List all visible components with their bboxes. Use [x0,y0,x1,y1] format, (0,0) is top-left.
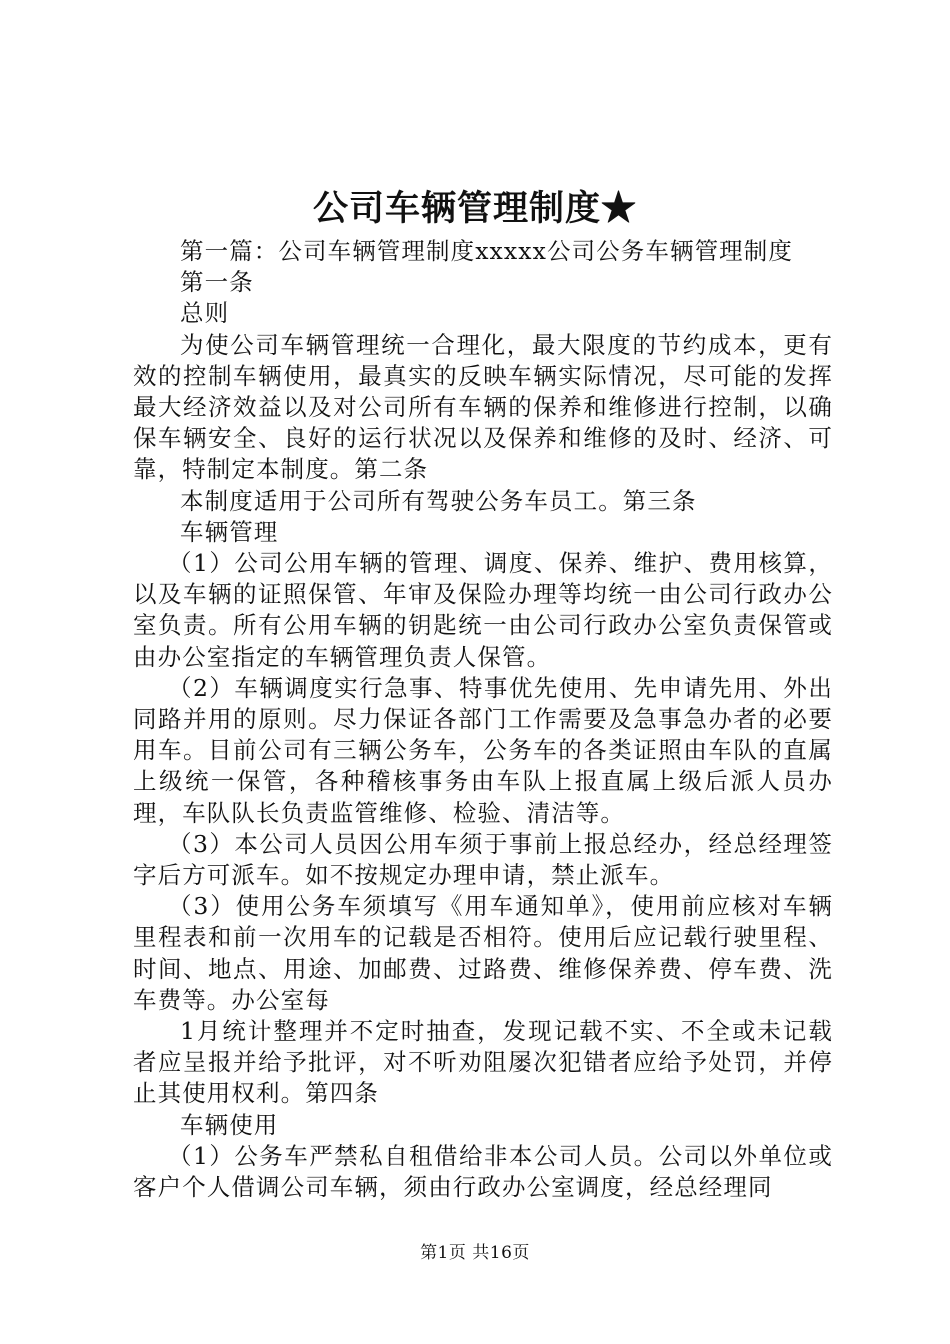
paragraph: 为使公司车辆管理统一合理化，最大限度的节约成本，更有效的控制车辆使用，最真实的反映车辆实际情况，尽可能的发挥最大经济效益以及对公司所有车辆的保养和维修进行控制，以确保车辆安全、良好的运行状况以及保养和维修的及时、经济、可靠，特制定本制度。第二条 [133,330,833,484]
document-body [133,236,833,1203]
paragraph: （2）车辆调度实行急事、特事优先使用、先申请先用、外出同路并用的原则。尽力保证各部门工作需要及急事急办者的必要用车。目前公司有三辆公务车，公务车的各类证照由车队的直属上级统一保管，各种稽核事务由车队上报直属上级后派人员办理，车队队长负责监管维修、检验、清洁等。 [133,673,833,827]
paragraph: 总则 [180,299,230,328]
paragraph: （1）公务车严禁私自租借给非本公司人员。公司以外单位或客户个人借调公司车辆，须由行政办公室调度，经总经理同 [133,1141,833,1202]
paragraph: （3）本公司人员因公用车须于事前上报总经办，经总经理签字后方可派车。如不按规定办理申请，禁止派车。 [133,829,833,890]
paragraph: 车辆管理 [180,517,279,546]
paragraph: 本制度适用于公司所有驾驶公务车员工。第三条 [180,486,697,515]
paragraph: 第一条 [180,268,254,297]
paragraph: （3）使用公务车须填写《用车通知单》，使用前应核对车辆里程表和前一次用车的记载是否相符。使用后应记载行驶里程、时间、地点、用途、加邮费、过路费、维修保养费、停车费、洗车费等。办公室每 [133,892,833,1014]
paragraph: （1）公司公用车辆的管理、调度、保养、维护、费用核算，以及车辆的证照保管、年审及保险办理等均统一由公司行政办公室负责。所有公用车辆的钥匙统一由公司行政办公室负责保管或由办公室指定的车辆管理负责人保管。 [133,549,833,671]
document-title: 公司车辆管理制度★ [312,188,637,229]
page-footer: 第1页 共16页 [420,1243,530,1263]
paragraph: 车辆使用 [180,1110,279,1139]
paragraph: 第一篇：公司车辆管理制度xxxxx公司公务车辆管理制度 [180,237,793,265]
paragraph: 1月统计整理并不定时抽查，发现记载不实、不全或未记载者应呈报并给予批评，对不听劝阻屡次犯错者应给予处罚，并停止其使用权利。第四条 [133,1017,833,1108]
